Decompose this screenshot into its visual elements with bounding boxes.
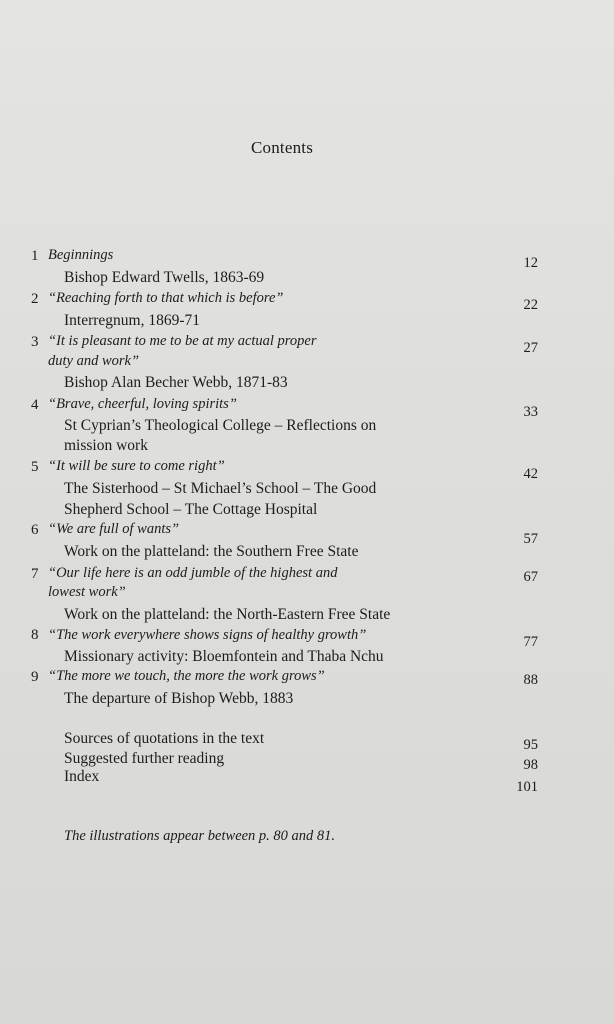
chapter-number: 2 [31,291,39,307]
chapter-subtitle: Bishop Alan Becher Webb, 1871-83 [64,374,288,391]
chapter-number: 5 [31,459,39,475]
chapter-title: Beginnings [48,247,114,263]
chapter-number: 7 [31,566,39,582]
back-matter-label: Sources of quotations in the text [64,730,265,747]
chapter-subtitle: Work on the platteland: the Southern Free State [64,543,359,560]
chapter-subtitle: Interregnum, 1869-71 [64,312,201,329]
chapter-page: 22 [523,297,538,313]
chapter-number: 6 [31,522,39,538]
chapter-subtitle-line-2: Shepherd School – The Cottage Hospital [64,501,318,518]
chapter-subtitle-line-2: mission work [64,437,148,454]
chapter-title: “The work everywhere shows signs of healthy growth” [48,627,367,643]
chapter-subtitle: Missionary activity: Bloemfontein and Thaba Nchu [64,648,384,665]
back-matter-page: 95 [523,737,538,753]
page-title: Contents [250,138,314,157]
chapter-number: 1 [31,248,39,264]
chapter-page: 27 [523,340,538,356]
chapter-page: 12 [523,255,538,271]
chapter-subtitle: Work on the platteland: the North-Eastern Free State [64,606,391,623]
chapter-title: “Reaching forth to that which is before” [48,290,284,306]
back-matter-label: Suggested further reading [64,750,225,767]
back-matter-page: 98 [523,757,538,773]
chapter-number: 4 [31,397,39,413]
chapter-title-line-2: duty and work” [48,353,140,369]
chapter-title: “The more we touch, the more the work grows” [48,668,325,684]
chapter-page: 33 [523,404,538,420]
back-matter-label: Index [64,768,100,785]
illustrations-note: The illustrations appear between p. 80 and 81. [64,828,336,844]
chapter-page: 88 [523,672,538,688]
chapter-subtitle: The departure of Bishop Webb, 1883 [64,690,294,707]
chapter-page: 57 [523,531,538,547]
chapter-page: 42 [523,466,538,482]
chapter-title: “Our life here is an odd jumble of the highest and [48,565,338,581]
chapter-page: 67 [523,569,538,585]
chapter-page: 77 [523,634,538,650]
chapter-number: 3 [31,334,39,350]
chapter-number: 8 [31,627,39,643]
back-matter-page: 101 [516,779,538,795]
chapter-number: 9 [31,669,39,685]
chapter-title: “It will be sure to come right” [48,458,225,474]
chapter-title: “It is pleasant to me to be at my actual proper [48,333,317,349]
chapter-subtitle: Bishop Edward Twells, 1863-69 [64,269,265,286]
chapter-subtitle: St Cyprian’s Theological College – Reflections on [64,417,377,434]
chapter-title-line-2: lowest work” [48,584,126,600]
chapter-title: “We are full of wants” [48,521,180,537]
chapter-subtitle: The Sisterhood – St Michael’s School – The Good [64,480,377,497]
chapter-title: “Brave, cheerful, loving spirits” [48,396,237,412]
